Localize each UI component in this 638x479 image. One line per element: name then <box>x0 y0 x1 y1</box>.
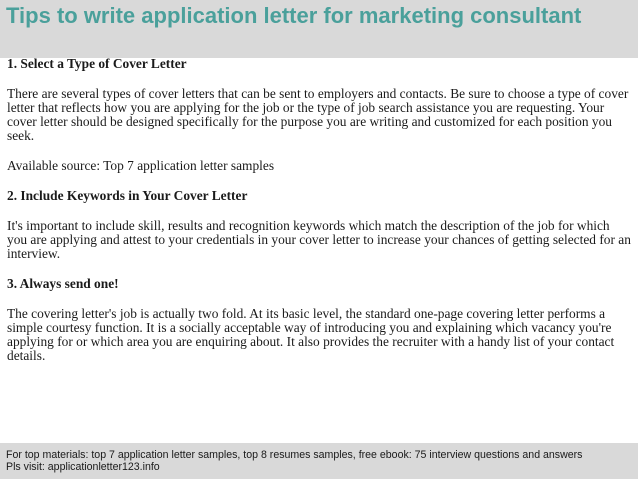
section-select-type <box>7 57 633 173</box>
footer-website-text: Pls visit: applicationletter123.info <box>6 461 160 473</box>
source-note: Available source: Top 7 application letter samples <box>7 158 275 173</box>
paragraph: There are several types of cover letters that can be sent to employers and contacts. Be sure to choose a type of cover letter that reflects how you are applying for the job or the type of job search assistance you are requesting. Your cover letter should be designed specifically for the purpose you are writing and customized for each position you seek. <box>7 86 629 143</box>
section-heading: 2. Include Keywords in Your Cover Letter <box>7 188 248 203</box>
page-title: Tips to write application letter for marketing consultant <box>6 3 582 28</box>
section-always-send <box>7 277 633 363</box>
section-heading: 3. Always send one! <box>7 276 119 291</box>
paragraph: It's important to include skill, results and recognition keywords which match the description of the job for which you are applying and attest to your credentials in your cover letter to increase your chances of getting selected for an interview. <box>7 218 631 261</box>
paragraph: The covering letter's job is actually two fold. At its basic level, the standard one-page covering letter performs a simple courtesy function. It is a socially acceptable way of introducing you and explaining which vacancy you're applying for or which area you are enquiring about. It also provides the recruiter with a handy list of your contact details. <box>7 306 615 363</box>
title-bar <box>0 0 638 58</box>
section-keywords <box>7 189 633 261</box>
footer-bar <box>0 443 638 479</box>
footer-materials-text: For top materials: top 7 application letter samples, top 8 resumes samples, free ebook: 75 interview questions and answers <box>6 449 583 461</box>
main-content <box>7 57 633 379</box>
section-heading: 1. Select a Type of Cover Letter <box>7 56 187 71</box>
